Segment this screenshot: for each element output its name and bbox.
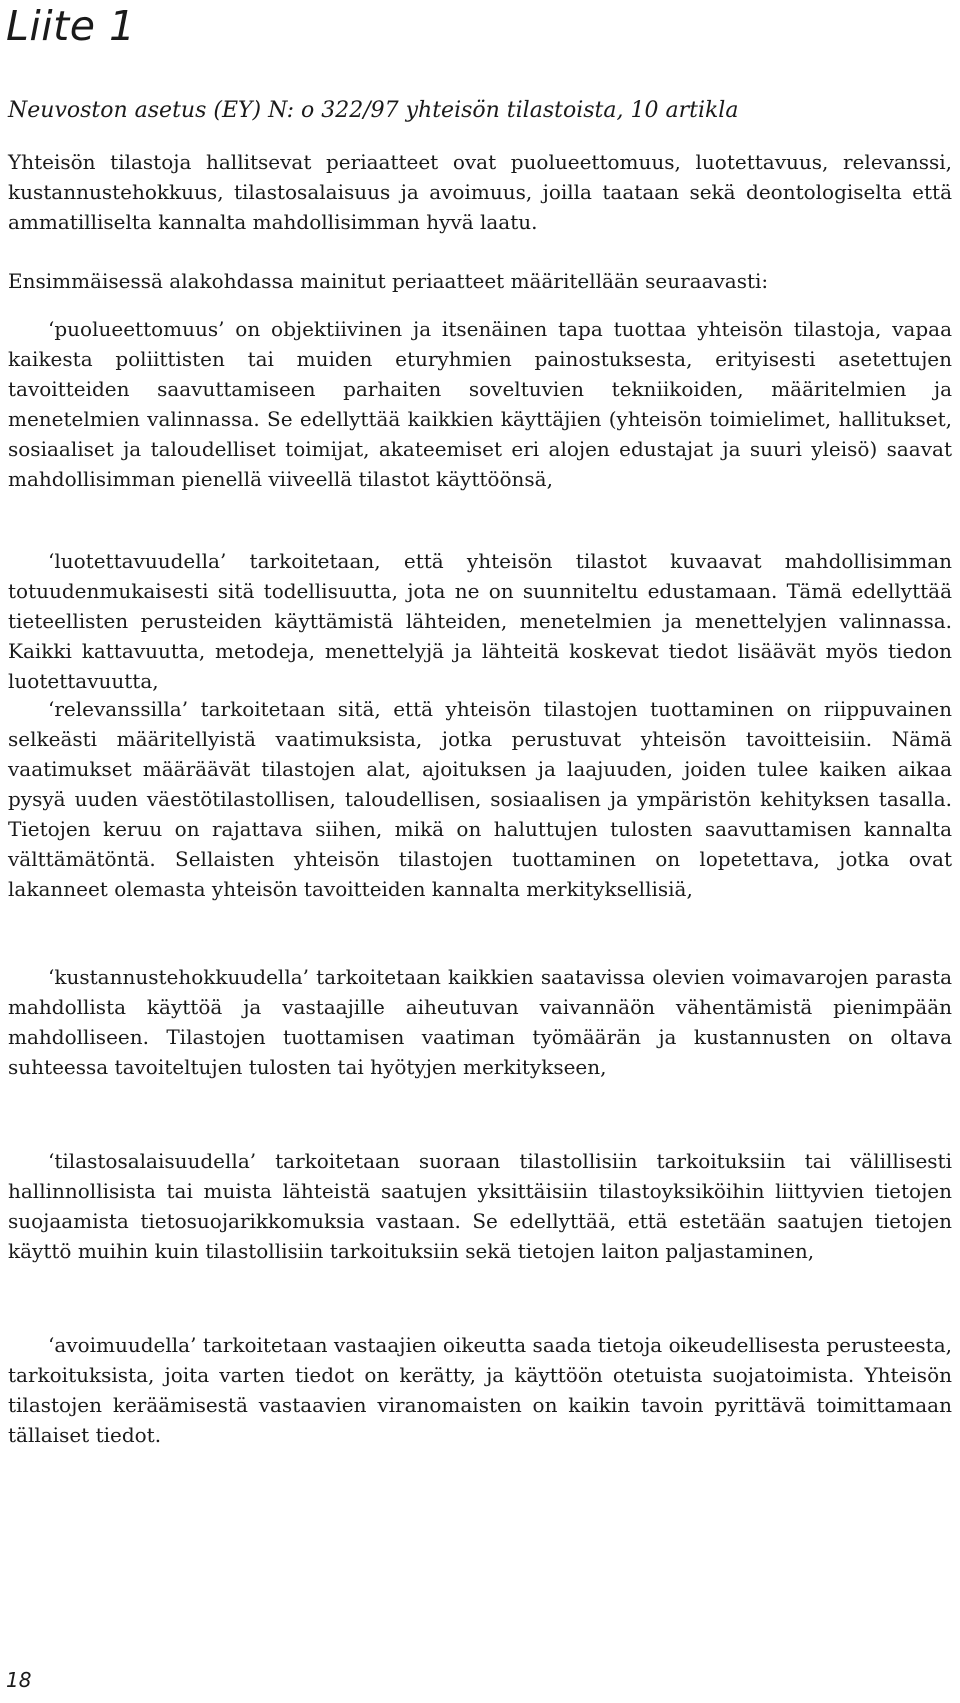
principle-confidentiality: ‘tilastosalaisuudella’ tarkoitetaan suoraan tilastollisiin tarkoituksiin tai välillisesti hallinnollisista tai muista lähteistä saatujen yksittäisiin tilastoyksiköihin liittyvien tietojen suojaamista tietosuojarikkomuksia vastaan. Se edellyttää, että estetään saatujen tietojen käyttö muihin kuin tilastollisiin tarkoituksiin sekä tietojen laiton paljastaminen, [8, 1149, 952, 1263]
appendix-title: Liite 1 [6, 2, 136, 50]
principle-impartiality: ‘puolueettomuus’ on objektiivinen ja itsenäinen tapa tuottaa yhteisön tilastoja, vapaa kaikesta poliittisten tai muiden eturyhmien painostuksesta, erityisesti asetettujen tavoitteiden saavuttamiseen parhaiten soveltuvien tekniikoiden, määritelmien ja menetelmien valinnassa. Se edellyttää kaikkien käyttäjien (yhteisön toimielimet, hallitukset, sosiaaliset ja taloudelliset toimijat, akateemiset eri alojen edustajat ja suuri yleisö) saavat mahdollisimman pienellä viiveellä tilastot käyttöönsä, [8, 317, 952, 491]
principle-relevance: ‘relevanssilla’ tarkoitetaan sitä, että yhteisön tilastojen tuottaminen on riippuvainen selkeästi määritellyistä vaatimuksista, jotka perustuvat yhteisön tavoitteisiin. Nämä vaatimukset määräävät tilastojen alat, ajoituksen ja laajuuden, joiden tulee kaiken aikaa pysyä uuden väestötilastollisen, taloudellisen, sosiaalisen ja ympäristön kehityksen tasalla. Tietojen keruu on rajattava siihen, mikä on haluttujen tulosten saavuttamisen kannalta välttämätöntä. Sellaisten yhteisön tilastojen tuottaminen on lopetettava, jotka ovat lakanneet olemasta yhteisön tavoitteiden kannalta merkityksellisiä, [8, 697, 952, 901]
page-number: 18 [6, 1668, 32, 1692]
lead-sentence: Ensimmäisessä alakohdassa mainitut periaatteet määritellään seuraavasti: [8, 269, 769, 293]
principle-cost-effectiveness: ‘kustannustehokkuudella’ tarkoitetaan kaikkien saatavissa olevien voimavarojen parasta mahdollista käyttöä ja vastaajille aiheutuvan vaivannäön vähentämistä pienimpään mahdolliseen. Tilastojen tuottamisen vaatiman työmäärän ja kustannusten on oltava suhteessa tavoiteltujen tulosten tai hyötyjen merkitykseen, [8, 965, 952, 1079]
regulation-subtitle: Neuvoston asetus (EY) N: o 322/97 yhteisön tilastoista, 10 artikla [8, 98, 739, 123]
principle-transparency: ‘avoimuudella’ tarkoitetaan vastaajien oikeutta saada tietoja oikeudellisesta perusteesta, tarkoituksista, joita varten tiedot on kerätty, ja käyttöön otetuista suojatoimista. Yhteisön tilastojen keräämisestä vastaavien viranomaisten on kaikin tavoin pyrittävä toimittamaan tällaiset tiedot. [8, 1333, 953, 1447]
principle-reliability: ‘luotettavuudella’ tarkoitetaan, että yhteisön tilastot kuvaavat mahdollisimman totuudenmukaisesti sitä todellisuutta, jota ne on suunniteltu edustamaan. Tämä edellyttää tieteellisten perusteiden käyttämistä lähteiden, menetelmien ja menettelyjen valinnassa. Kaikki kattavuutta, metodeja, menettelyjä ja lähteitä koskevat tiedot lisäävät myös tiedon luotettavuutta, [8, 549, 952, 693]
intro-paragraph: Yhteisön tilastoja hallitsevat periaatteet ovat puolueettomuus, luotettavuus, relevanssi, kustannustehokkuus, tilastosalaisuus ja avoimuus, joilla taataan sekä deontologiselta että ammatilliselta kannalta mahdollisimman hyvä laatu. [8, 150, 952, 234]
